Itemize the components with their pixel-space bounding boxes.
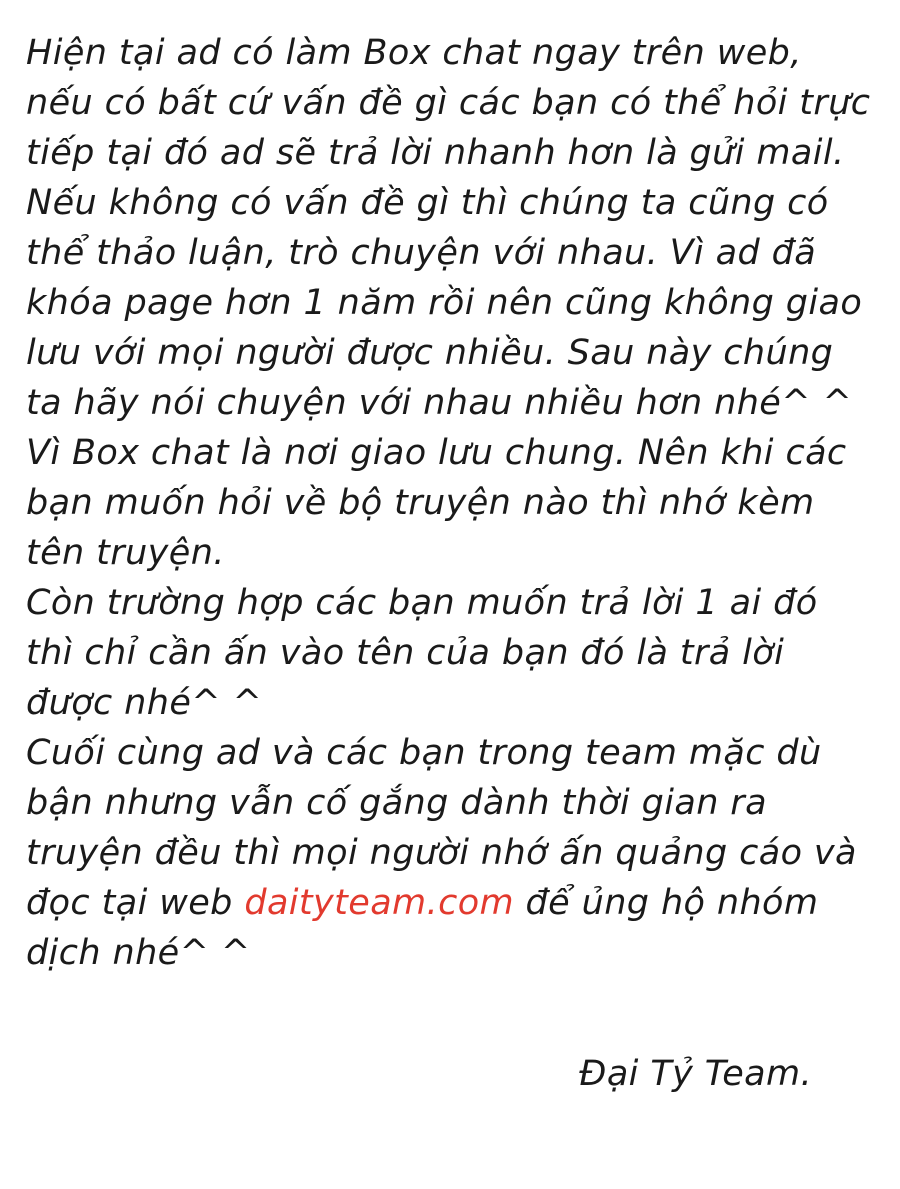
paragraph-2: Vì Box chat là nơi giao lưu chung. Nên khi các bạn muốn hỏi về bộ truyện nào thì nhớ kèm tên truyện.: [26, 433, 847, 573]
note-body: [26, 28, 874, 978]
website-link[interactable]: daityteam.com: [244, 883, 515, 923]
signature-block: [26, 1050, 874, 1098]
paragraph-3: Còn trường hợp các bạn muốn trả lời 1 ai đó thì chỉ cần ấn vào tên của bạn đó là trả lời được nhé^ ^: [26, 583, 818, 723]
paragraph-1: Hiện tại ad có làm Box chat ngay trên web, nếu có bất cứ vấn đề gì các bạn có thể hỏi trực tiếp tại đó ad sẽ trả lời nhanh hơn là gửi mail. Nếu không có vấn đề gì thì chúng ta cũng có thể thảo luận, trò chuyện với nhau. Vì ad đã khóa page hơn 1 năm rồi nên cũng không giao lưu với mọi người được nhiều. Sau này chúng ta hãy nói chuyện với nhau nhiều hơn nhé^ ^: [26, 33, 871, 423]
signature-text: Đại Tỷ Team.: [579, 1054, 812, 1094]
final-paragraph-before-link: Cuối cùng ad và các bạn trong team mặc dù bận nhưng vẫn cố gắng dành thời gian ra truyện đều thì mọi người nhớ ấn quảng cáo và đọc tại web: [26, 733, 857, 923]
paragraph-4: [26, 728, 874, 978]
final-paragraph-after-link: để ủng hộ nhóm dịch nhé^ ^: [26, 883, 819, 973]
